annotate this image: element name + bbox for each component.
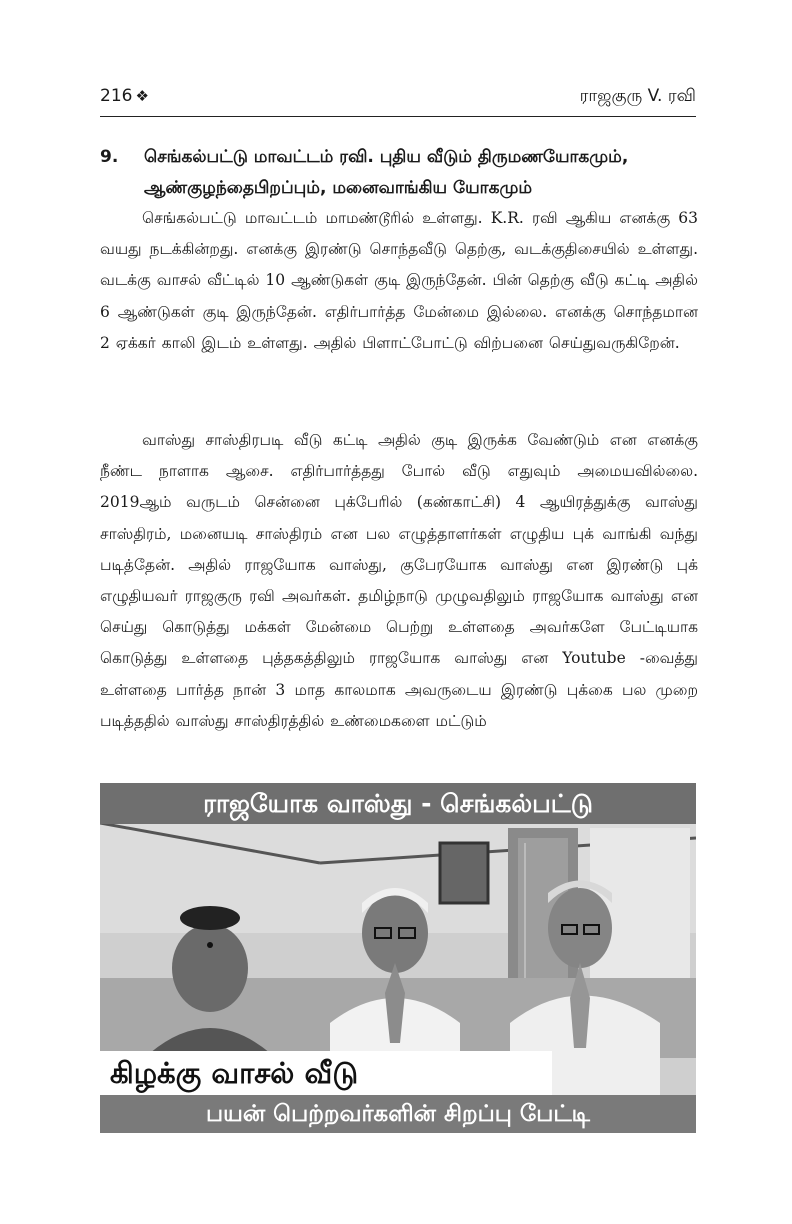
body-paragraph-2 [100, 425, 698, 737]
paragraph-text: வாஸ்து சாஸ்திரபடி வீடு கட்டி அதில் குடி இருக்க வேண்டும் என எனக்கு நீண்ட நாளாக ஆசை. எதிர்பார்த்தது போல் வீடு எதுவும் அமையவில்லை. 2019ஆம் வருடம் சென்னை புக்பேரில் (கண்காட்சி) 4 ஆயிரத்துக்கு வாஸ்து சாஸ்திரம், மனையடி சாஸ்திரம் என பல எழுத்தாளர்கள் எழுதிய புக் வாங்கி வந்து படித்தேன். அதில் ராஜயோக வாஸ்து, குபேரயோக வாஸ்து என இரண்டு புக் எழுதியவர் ராஜகுரு ரவி அவர்கள். தமிழ்நாடு முழுவதிலும் ராஜயோக வாஸ்து என செய்து கொடுத்து மக்கள் மேன்மை பெற்று உள்ளதை அவர்களே பேட்டியாக கொடுத்து உள்ளதை புத்தகத்திலும் ராஜயோக வாஸ்து என Youtube -வைத்து உள்ளதை பார்த்த நான் 3 மாத காலமாக அவருடைய இரண்டு புக்கை பல முறை படித்ததில் வாஸ்து சாஸ்திரத்தில் உண்மைகளை மட்டும் [100, 431, 698, 730]
section-heading [100, 142, 700, 204]
wall-frame [440, 843, 488, 903]
body-paragraph-1 [100, 203, 698, 359]
photo-caption-sub: பயன் பெற்றவர்களின் சிறப்பு பேட்டி [100, 1095, 696, 1133]
page-number-value: 216 [100, 86, 133, 106]
section-title: செங்கல்பட்டு மாவட்டம் ரவி. புதிய வீடும் திருமணயோகமும், ஆண்குழந்தைபிறப்பும், மனைவாங்கிய யோகமும் [144, 147, 629, 198]
photo-banner-title: ராஜயோக வாஸ்து - செங்கல்பட்டு [100, 783, 696, 824]
paragraph-text: செங்கல்பட்டு மாவட்டம் மாமண்டூரில் உள்ளது. K.R. ரவி ஆகிய எனக்கு 63 வயது நடக்கின்றது. எனக்கு இரண்டு சொந்தவீடு தெற்கு, வடக்குதிசையில் உள்ளது. வடக்கு வாசல் வீட்டில் 10 ஆண்டுகள் குடி இருந்தேன். பின் தெற்கு வீடு கட்டி அதில் 6 ஆண்டுகள் குடி இருந்தேன். எதிர்பார்த்த மேன்மை இல்லை. எனக்கு சொந்தமான 2 ஏக்கர் காலி இடம் உள்ளது. அதில் பிளாட்போட்டு விற்பனை செய்துவருகிறேன். [100, 209, 698, 352]
testimonial-photo [100, 783, 696, 1133]
header-divider [100, 116, 696, 117]
running-title: ராஜகுரு V. ரவி [579, 86, 696, 106]
page-header [100, 80, 696, 118]
photo-caption-main: கிழக்கு வாசல் வீடு [100, 1051, 552, 1095]
ornament-icon: ❖ [135, 87, 149, 105]
page-number [100, 86, 149, 106]
section-number: 9. [100, 147, 119, 167]
